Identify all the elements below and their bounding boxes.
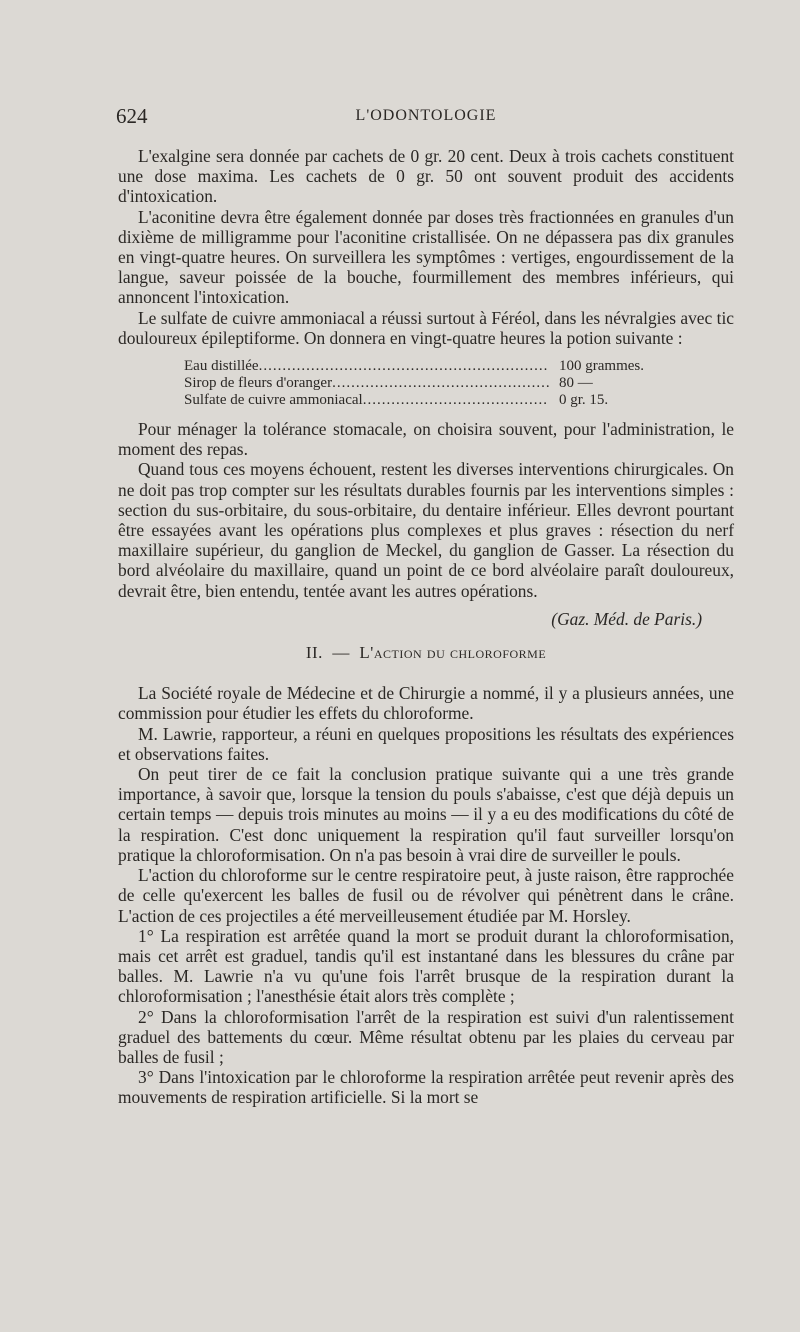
- paragraph: L'aconitine devra être également donnée par doses très fractionnées en granules d'un dixième de milligramme pour l'aconitine cristallisée. On ne dépassera pas dix granules en vingt-quatre heures. On surveillera les symptômes : vertiges, engourdissement de la langue, saveur poissée de la bouche, fourmillement des membres inférieurs, qui annoncent l'intoxication.: [118, 206, 734, 308]
- paragraph: La Société royale de Médecine et de Chirurgie a nommé, il y a plusieurs années, une commission pour étudier les effets du chloroforme.: [118, 683, 734, 724]
- prescription-row: [184, 392, 659, 409]
- source-citation-text: (Gaz. Méd. de Paris.): [551, 608, 702, 629]
- dot-leader: [332, 375, 549, 392]
- prescription-row: [184, 375, 659, 392]
- body-text: [118, 146, 734, 1108]
- ingredient-quantity: 80 —: [559, 375, 593, 392]
- paragraph: M. Lawrie, rapporteur, a réuni en quelques propositions les résultats des expériences et observations faites.: [118, 723, 734, 764]
- ingredient-quantity: 100 grammes.: [559, 358, 644, 375]
- paragraph: Pour ménager la tolérance stomacale, on choisira souvent, pour l'administration, le moment des repas.: [118, 419, 734, 460]
- prescription-row: [184, 358, 659, 375]
- dot-leader: [363, 392, 549, 409]
- paragraph: Quand tous ces moyens échouent, restent les diverses interventions chirurgicales. On ne doit pas trop compter sur les résultats durables fournis par les interventions simples : section du sus-orbitaire, du sous-orbitaire, du dentaire inférieur. Elles devront pourtant être essayées avant les opérations plus complexes et plus graves : résection du nerf maxillaire supérieur, du ganglion de Meckel, du ganglion de Gasser. La résection du bord alvéolaire du maxillaire, quand un point de ce bord alvéolaire paraît douloureux, devrait être, bien entendu, tentée avant les autres opérations.: [118, 459, 734, 601]
- ingredient-name: Sulfate de cuivre ammoniacal: [184, 392, 363, 409]
- paragraph: 2° Dans la chloroformisation l'arrêt de la respiration est suivi d'un ralentissement graduel des battements du cœur. Même résultat obtenu par les plaies du cerveau par balles de fusil ;: [118, 1006, 734, 1067]
- section-title: L'action du chloroforme: [359, 643, 547, 663]
- ingredient-name: Eau distillée: [184, 358, 259, 375]
- paragraph: L'action du chloroforme sur le centre respiratoire peut, à juste raison, être rapprochée de celle qu'exercent les balles de fusil ou de révolver qui pénètrent dans le crâne. L'action de ces projectiles a été merveilleusement étudiée par M. Horsley.: [118, 865, 734, 926]
- prescription-list: [184, 358, 659, 409]
- dot-leader: [259, 358, 549, 375]
- running-title: L'ODONTOLOGIE: [355, 107, 497, 124]
- paragraph: Le sulfate de cuivre ammoniacal a réussi surtout à Féréol, dans les névralgies avec tic douloureux épileptiforme. On donnera en vingt-quatre heures la potion suivante :: [118, 307, 734, 348]
- source-citation: [118, 609, 734, 629]
- section-heading: [118, 643, 734, 663]
- paragraph: L'exalgine sera donnée par cachets de 0 gr. 20 cent. Deux à trois cachets constituent une dose maxima. Les cachets de 0 gr. 50 ont souvent produit des accidents d'intoxication.: [118, 146, 734, 207]
- paragraph: 3° Dans l'intoxication par le chloroforme la respiration arrêtée peut revenir après des mouvements de respiration artificielle. Si la mort se: [118, 1067, 734, 1108]
- page-header: [116, 104, 736, 132]
- ingredient-name: Sirop de fleurs d'oranger: [184, 375, 333, 392]
- paragraph: 1° La respiration est arrêtée quand la mort se produit durant la chloroformisation, mais cet arrêt est graduel, tandis qu'il est instantané dans les blessures du crâne par balles. M. Lawrie n'a vu qu'une fois l'arrêt brusque de la respiration durant la chloroformisation ; l'anesthésie était alors très complète ;: [118, 925, 734, 1007]
- ingredient-quantity: 0 gr. 15.: [559, 392, 609, 409]
- paragraph: On peut tirer de ce fait la conclusion pratique suivante qui a une très grande importance, à savoir que, lorsque la tension du pouls s'abaisse, c'est que déjà depuis un certain temps — depuis trois minutes au moins — il y a eu des modifications du côté de la respiration. C'est donc uniquement la respiration qu'il faut surveiller lorsqu'on pratique la chloroformisation. On n'a pas besoin à vrai dire de surveiller le pouls.: [118, 764, 734, 865]
- section-dash: —: [332, 643, 350, 663]
- section-numeral: II.: [305, 643, 323, 663]
- page-number: 624: [116, 104, 148, 128]
